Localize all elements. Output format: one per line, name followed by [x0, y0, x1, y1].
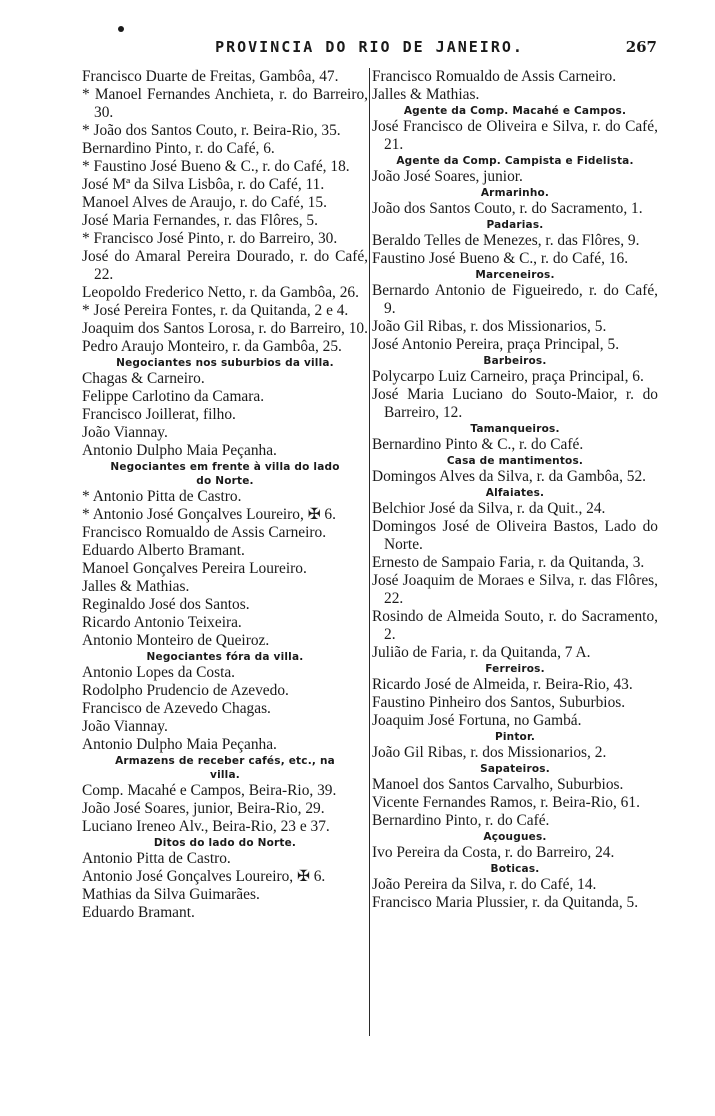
directory-entry: Mathias da Silva Guimarães.	[82, 886, 260, 903]
directory-entry: João dos Santos Couto, r. do Sacramento, 1.	[372, 200, 643, 217]
page-title: PROVINCIA DO RIO DE JANEIRO.	[215, 38, 524, 56]
section-heading: Negociantes fóra da villa.	[146, 651, 304, 663]
directory-entry: Joaquim dos Santos Lorosa, r. do Barreiro, 10.	[82, 320, 368, 337]
directory-entry: Francisco Romualdo de Assis Carneiro.	[372, 68, 617, 85]
page-header	[82, 38, 657, 62]
directory-entry: * Faustino José Bueno & C., r. do Café, 18.	[82, 158, 350, 175]
section-heading: Ditos do lado do Norte.	[153, 837, 297, 849]
directory-entry: Bernardino Pinto, r. do Café.	[372, 812, 550, 829]
directory-entry: José do Amaral Pereira Dourado, r. do Café, 22.	[82, 248, 368, 283]
left-column	[82, 68, 368, 922]
directory-entry: Francisco Joillerat, filho.	[82, 406, 236, 423]
directory-entry: Reginaldo José dos Santos.	[82, 596, 250, 613]
section-heading: Negociantes em frente à villa do lado do Norte.	[110, 461, 340, 487]
directory-entry: Polycarpo Luiz Carneiro, praça Principal, 6.	[372, 368, 644, 385]
directory-entry: Francisco Maria Plussier, r. da Quitanda, 5.	[372, 894, 639, 911]
directory-entry: * José Pereira Fontes, r. da Quitanda, 2 e 4.	[82, 302, 349, 319]
directory-entry: Manoel Gonçalves Pereira Loureiro.	[82, 560, 307, 577]
directory-entry: Rodolpho Prudencio de Azevedo.	[82, 682, 289, 699]
directory-entry: José Francisco de Oliveira e Silva, r. do Café, 21.	[372, 118, 658, 153]
section-heading: Açougues.	[483, 831, 547, 843]
directory-entry: João José Soares, junior.	[372, 168, 523, 185]
directory-entry: José Maria Fernandes, r. das Flôres, 5.	[82, 212, 318, 229]
section-heading: Boticas.	[490, 863, 540, 875]
directory-entry: Manoel dos Santos Carvalho, Suburbios.	[372, 776, 624, 793]
directory-entry: José Maria Luciano do Souto-Maior, r. do Barreiro, 12.	[372, 386, 658, 421]
directory-entry: João José Soares, junior, Beira-Rio, 29.	[82, 800, 325, 817]
directory-entry: Antonio Monteiro de Queiroz.	[82, 632, 270, 649]
directory-entry: Faustino José Bueno & C., r. do Café, 16.	[372, 250, 629, 267]
directory-entry: Eduardo Bramant.	[82, 904, 195, 921]
section-heading: Barbeiros.	[483, 355, 547, 367]
directory-entry: Eduardo Alberto Bramant.	[82, 542, 245, 559]
directory-entry: Ivo Pereira da Costa, r. do Barreiro, 24.	[372, 844, 615, 861]
section-heading: Negociantes nos suburbios da villa.	[116, 357, 334, 369]
directory-entry: João Pereira da Silva, r. do Café, 14.	[372, 876, 597, 893]
directory-entry: Rosindo de Almeida Souto, r. do Sacramento, 2.	[372, 608, 658, 643]
section-heading: Pintor.	[494, 731, 536, 743]
directory-entry: Ricardo Antonio Teixeira.	[82, 614, 242, 631]
directory-entry: Ricardo José de Almeida, r. Beira-Rio, 43.	[372, 676, 633, 693]
directory-entry: Faustino Pinheiro dos Santos, Suburbios.	[372, 694, 626, 711]
directory-entry: * Antonio José Gonçalves Loureiro, ✠ 6.	[82, 506, 336, 523]
directory-entry: Jalles & Mathias.	[372, 86, 480, 103]
directory-entry: Antonio José Gonçalves Loureiro, ✠ 6.	[82, 868, 326, 885]
page-number: 267	[625, 38, 657, 56]
directory-entry: Felippe Carlotino da Camara.	[82, 388, 265, 405]
section-heading: Marceneiros.	[475, 269, 555, 281]
column-divider	[369, 68, 370, 1036]
section-heading: Padarias.	[486, 219, 544, 231]
directory-entry: Domingos Alves da Silva, r. da Gambôa, 52.	[372, 468, 647, 485]
directory-entry: Antonio Pitta de Castro.	[82, 850, 231, 867]
directory-entry: Bernardino Pinto, r. do Café, 6.	[82, 140, 275, 157]
directory-entry: João Gil Ribas, r. dos Missionarios, 2.	[372, 744, 607, 761]
directory-entry: Antonio Lopes da Costa.	[82, 664, 236, 681]
directory-entry: Ernesto de Sampaio Faria, r. da Quitanda, 3.	[372, 554, 645, 571]
directory-entry: * Antonio Pitta de Castro.	[82, 488, 242, 505]
right-column	[372, 68, 658, 912]
directory-entry: Bernardino Pinto & C., r. do Café.	[372, 436, 584, 453]
directory-entry: João Gil Ribas, r. dos Missionarios, 5.	[372, 318, 607, 335]
directory-entry: Chagas & Carneiro.	[82, 370, 205, 387]
directory-entry: João Viannay.	[82, 718, 168, 735]
directory-entry: José Mª da Silva Lisbôa, r. do Café, 11.	[82, 176, 325, 193]
directory-entry: Manoel Alves de Araujo, r. do Café, 15.	[82, 194, 327, 211]
directory-entry: José Joaquim de Moraes e Silva, r. das Flôres, 22.	[372, 572, 658, 607]
section-heading: Sapateiros.	[480, 763, 550, 775]
directory-entry: João Viannay.	[82, 424, 168, 441]
section-heading: Armarinho.	[480, 187, 550, 199]
directory-entry: Francisco Duarte de Freitas, Gambôa, 47.	[82, 68, 339, 85]
directory-entry: Antonio Dulpho Maia Peçanha.	[82, 442, 277, 459]
directory-entry: Belchior José da Silva, r. da Quit., 24.	[372, 500, 606, 517]
section-heading: Ferreiros.	[485, 663, 545, 675]
directory-entry: José Antonio Pereira, praça Principal, 5.	[372, 336, 620, 353]
directory-entry: * João dos Santos Couto, r. Beira-Rio, 35.	[82, 122, 341, 139]
directory-entry: Francisco de Azevedo Chagas.	[82, 700, 271, 717]
section-heading: Alfaiates.	[485, 487, 545, 499]
directory-entry: Luciano Ireneo Alv., Beira-Rio, 23 e 37.	[82, 818, 330, 835]
directory-entry: Julião de Faria, r. da Quitanda, 7 A.	[372, 644, 591, 661]
section-heading: Casa de mantimentos.	[446, 455, 584, 467]
directory-entry: Francisco Romualdo de Assis Carneiro.	[82, 524, 327, 541]
directory-entry: Leopoldo Frederico Netto, r. da Gambôa, 26.	[82, 284, 359, 301]
section-heading: Tamanqueiros.	[470, 423, 560, 435]
section-heading: Agente da Comp. Macahé e Campos.	[403, 105, 627, 117]
section-heading: Armazens de receber cafés, etc., na villa.	[115, 755, 335, 781]
directory-entry: Pedro Araujo Monteiro, r. da Gambôa, 25.	[82, 338, 342, 355]
directory-entry: Comp. Macahé e Campos, Beira-Rio, 39.	[82, 782, 337, 799]
directory-entry: Jalles & Mathias.	[82, 578, 190, 595]
ink-dot	[118, 26, 124, 32]
directory-entry: Vicente Fernandes Ramos, r. Beira-Rio, 61.	[372, 794, 640, 811]
directory-entry: Bernardo Antonio de Figueiredo, r. do Café, 9.	[372, 282, 658, 317]
directory-entry: Domingos José de Oliveira Bastos, Lado do Norte.	[372, 518, 658, 553]
directory-entry: * Manoel Fernandes Anchieta, r. do Barreiro, 30.	[82, 86, 368, 121]
directory-entry: Beraldo Telles de Menezes, r. das Flôres, 9.	[372, 232, 640, 249]
section-heading: Agente da Comp. Campista e Fidelista.	[396, 155, 634, 167]
directory-entry: Joaquim José Fortuna, no Gambá.	[372, 712, 582, 729]
directory-entry: * Francisco José Pinto, r. do Barreiro, 30.	[82, 230, 338, 247]
directory-entry: Antonio Dulpho Maia Peçanha.	[82, 736, 277, 753]
